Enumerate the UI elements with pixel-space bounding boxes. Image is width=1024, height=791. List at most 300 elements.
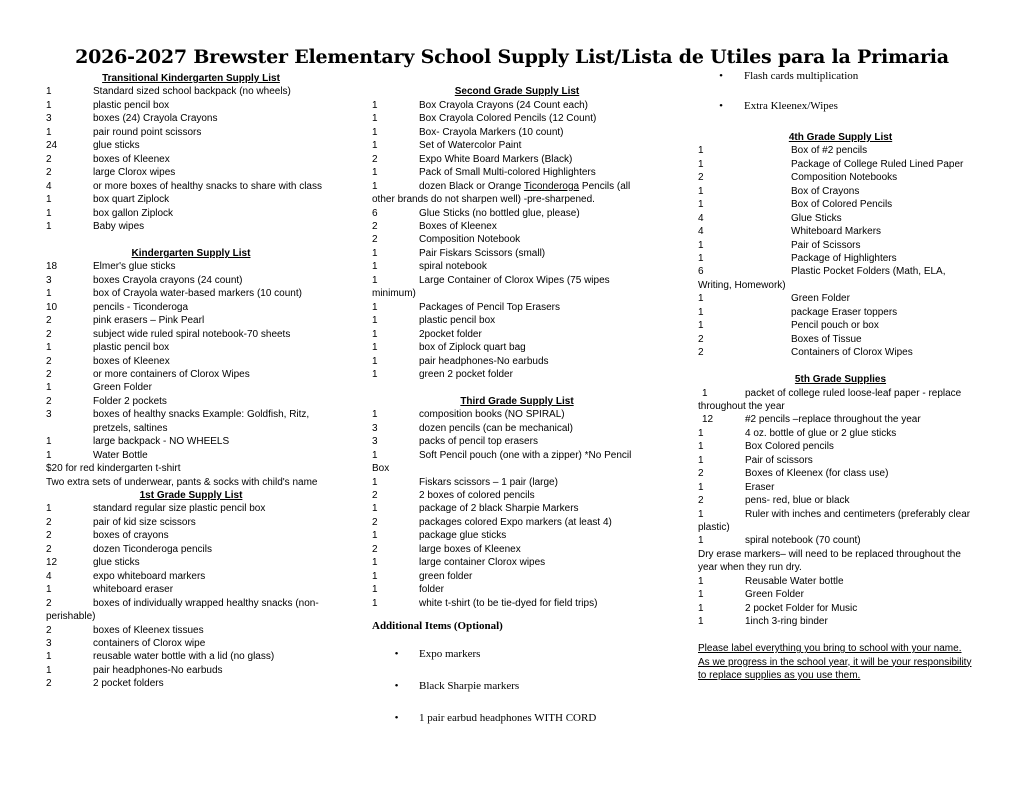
list-item-continued: perishable): [46, 611, 96, 623]
item-quantity: 1: [46, 194, 52, 206]
item-quantity: 3: [46, 274, 52, 286]
list-item: [46, 126, 336, 139]
item-quantity: 2: [46, 516, 52, 528]
item-text: Box of #2 pencils: [791, 145, 868, 157]
list-item: [46, 502, 336, 515]
item-text: large boxes of Kleenex: [419, 543, 521, 555]
list-item: [372, 247, 662, 260]
item-quantity: 1: [372, 247, 378, 259]
item-quantity: 18: [46, 261, 58, 273]
item-quantity: 2: [46, 678, 52, 690]
page-title: 2026-2027 Brewster Elementary School Supply List/Lista de Utiles para la Primaria: [75, 46, 949, 68]
item-text: packs of pencil top erasers: [419, 436, 538, 448]
item-text: Elmer's glue sticks: [93, 261, 176, 273]
list-item: [372, 153, 662, 166]
list-item: [372, 301, 662, 314]
item-text: boxes of Kleenex: [93, 153, 170, 165]
column-middle: [372, 72, 662, 726]
item-quantity: 3: [46, 638, 52, 650]
list-item: [46, 328, 336, 341]
list-item-continued: Writing, Homework): [698, 279, 786, 291]
item-text: Water Bottle: [93, 449, 148, 461]
item-text: pair headphones-No earbuds: [419, 355, 549, 367]
item-text: Box Crayola Colored Pencils (12 Count): [419, 113, 597, 125]
list-item: [698, 225, 983, 238]
item-text: folder: [419, 584, 445, 596]
item-quantity: 1: [698, 239, 704, 251]
item-text: plastic pencil box: [93, 342, 170, 354]
item-quantity: 1: [46, 342, 52, 354]
item-quantity: 1: [698, 306, 704, 318]
g2-heading: Second Grade Supply List: [454, 86, 580, 98]
list-item: [698, 346, 983, 359]
item-quantity: 1: [372, 140, 378, 152]
list-item: [698, 239, 983, 252]
list-item: [698, 171, 983, 184]
list-item: [46, 314, 336, 327]
list-item: [698, 319, 983, 332]
item-quantity: 2: [372, 220, 378, 232]
item-quantity: 1: [372, 503, 378, 515]
item-quantity: 1: [698, 602, 704, 614]
list-item: [46, 260, 336, 273]
item-quantity: 1: [372, 584, 378, 596]
item-text: pair headphones-No earbuds: [93, 664, 223, 676]
item-text: plastic pencil box: [419, 315, 496, 327]
item-text: Boxes of Tissue: [791, 333, 862, 345]
item-text: large Clorox wipes: [93, 167, 176, 179]
item-quantity: 1: [46, 126, 52, 138]
item-quantity: 1: [46, 207, 52, 219]
list-item: [46, 139, 336, 152]
list-item: [46, 220, 336, 233]
list-item: [698, 454, 983, 467]
list-item: [46, 166, 336, 179]
item-text: Package of Highlighters: [791, 252, 897, 264]
item-quantity: 3: [372, 436, 378, 448]
column-right: [698, 70, 983, 682]
item-text: Package of College Ruled Lined Paper: [791, 158, 964, 170]
item-text: Pair of scissors: [745, 454, 813, 466]
item-quantity: 2: [46, 395, 52, 407]
g2-list-3: [372, 301, 662, 382]
item-quantity: 1: [698, 441, 704, 453]
list-item: [46, 677, 336, 690]
list-item: [698, 212, 983, 225]
item-text: pair round point scissors: [93, 126, 202, 138]
item-text: plastic pencil box: [93, 99, 170, 111]
list-item: [46, 395, 336, 408]
item-quantity: 2: [46, 355, 52, 367]
item-quantity: 1: [372, 476, 378, 488]
list-item: [372, 408, 662, 421]
k-list: [46, 260, 336, 462]
item-quantity: 1: [372, 368, 378, 380]
k-heading: Kindergarten Supply List: [131, 247, 251, 259]
item-text: or more containers of Clorox Wipes: [93, 368, 250, 380]
label-note: to replace supplies as you use them.: [698, 670, 861, 681]
list-item: [46, 435, 336, 448]
item-text: boxes of Kleenex: [93, 355, 170, 367]
tk-heading: Transitional Kindergarten Supply List: [102, 73, 280, 84]
list-item: [372, 435, 662, 448]
list-item: [46, 274, 336, 287]
list-item: [372, 355, 662, 368]
list-item-continued: Box: [372, 463, 390, 475]
dry-erase-note-continued: year when they run dry.: [698, 562, 802, 574]
item-quantity: 1: [698, 185, 704, 197]
g5-list-2: [698, 575, 983, 629]
list-item: [46, 449, 336, 462]
item-text: pens- red, blue or black: [745, 495, 850, 507]
item-text: Pair Fiskars Scissors (small): [419, 247, 546, 259]
g4-list-2: [698, 292, 983, 359]
list-item: 1 packet of college ruled loose-leaf paper - replace: [702, 387, 962, 399]
item-text: standard regular size plastic pencil box: [93, 503, 266, 515]
top-bullet: • Extra Kleenex/Wipes: [719, 100, 838, 113]
list-item: [46, 355, 336, 368]
list-item: [698, 158, 983, 171]
item-quantity: 1: [372, 126, 378, 138]
item-quantity: 1: [698, 145, 704, 157]
item-quantity: 1: [698, 158, 704, 170]
list-item: [46, 624, 336, 637]
g4-heading: 4th Grade Supply List: [788, 131, 893, 143]
list-item: [698, 494, 983, 507]
list-item: [372, 543, 662, 556]
item-quantity: 2: [46, 328, 52, 340]
list-item: [372, 314, 662, 327]
item-quantity: 1: [372, 597, 378, 609]
item-quantity: 1: [698, 616, 704, 628]
list-item: [372, 207, 662, 220]
item-text: Green Folder: [745, 589, 804, 601]
list-item: 12 #2 pencils –replace throughout the year: [702, 414, 921, 426]
item-text: glue sticks: [93, 140, 140, 152]
item-text: boxes (24) Crayola Crayons: [93, 113, 218, 125]
item-text: large backpack - NO WHEELS: [93, 436, 230, 448]
item-quantity: 1: [46, 220, 52, 232]
item-quantity: 1: [372, 328, 378, 340]
item-quantity: 24: [46, 140, 58, 152]
list-item: [372, 502, 662, 515]
item-text: composition books (NO SPIRAL): [419, 409, 565, 421]
item-quantity: 1: [46, 99, 52, 111]
item-quantity: 3: [46, 113, 52, 125]
item-quantity: 1: [698, 293, 704, 305]
item-text: dozen pencils (can be mechanical): [419, 422, 573, 434]
g2-list-2: [372, 207, 662, 274]
list-item: [372, 583, 662, 596]
item-text: glue sticks: [93, 557, 140, 569]
item-quantity: 1: [372, 301, 378, 313]
item-quantity: 4: [698, 212, 704, 224]
item-quantity: 1: [46, 288, 52, 300]
list-item: [372, 233, 662, 246]
list-item: [372, 220, 662, 233]
item-text: Glue Sticks: [791, 212, 842, 224]
list-item: [46, 180, 336, 193]
item-quantity: 1: [46, 503, 52, 515]
item-quantity: 1: [372, 342, 378, 354]
list-item: [698, 575, 983, 588]
list-item: [372, 597, 662, 610]
item-text: packages colored Expo markers (at least 4): [419, 516, 612, 528]
label-note: Please label everything you bring to school with your name.: [698, 643, 962, 655]
item-quantity: 1: [46, 436, 52, 448]
item-text: Set of Watercolor Paint: [419, 140, 522, 152]
list-item: [372, 139, 662, 152]
item-quantity: 4: [46, 570, 52, 582]
item-quantity: 1: [372, 557, 378, 569]
item-text: package of 2 black Sharpie Markers: [419, 503, 579, 515]
item-quantity: 1: [46, 449, 52, 461]
g2-list: [372, 99, 662, 180]
item-text: Composition Notebooks: [791, 172, 898, 184]
list-item: [698, 588, 983, 601]
item-quantity: 1: [698, 454, 704, 466]
item-quantity: 3: [372, 422, 378, 434]
list-item: [372, 126, 662, 139]
item-quantity: 2: [372, 490, 378, 502]
item-text: Glue Sticks (no bottled glue, please): [419, 207, 580, 219]
item-text: Composition Notebook: [419, 234, 521, 246]
item-text: Box- Crayola Markers (10 count): [419, 126, 564, 138]
list-item: [698, 306, 983, 319]
item-quantity: 2: [698, 495, 704, 507]
list-item: [372, 529, 662, 542]
item-text: Standard sized school backpack (no wheels): [93, 86, 291, 98]
item-quantity: 1: [46, 584, 52, 596]
tk-list: [46, 85, 336, 233]
item-text: pair of kid size scissors: [93, 516, 196, 528]
item-text: Containers of Clorox Wipes: [791, 347, 913, 359]
item-quantity: 2: [698, 333, 704, 345]
list-item: [372, 368, 662, 381]
item-text: 2 boxes of colored pencils: [419, 490, 535, 502]
list-item: [46, 301, 336, 314]
list-item: [46, 112, 336, 125]
list-item: [372, 489, 662, 502]
list-item: [46, 287, 336, 300]
g3-list: [372, 408, 662, 448]
item-quantity: 2: [46, 315, 52, 327]
item-quantity: 2: [698, 347, 704, 359]
item-quantity: 1: [372, 113, 378, 125]
list-item: [372, 260, 662, 273]
list-item: 1 spiral notebook (70 count): [698, 535, 861, 547]
list-item: [46, 193, 336, 206]
g1-list: [46, 502, 336, 596]
item-text: boxes of crayons: [93, 530, 169, 542]
column-left: [46, 72, 336, 691]
list-item-continued: minimum): [372, 288, 416, 300]
item-text: 4 oz. bottle of glue or 2 glue sticks: [745, 427, 897, 439]
item-quantity: 2: [372, 516, 378, 528]
item-text: or more boxes of healthy snacks to share with class: [93, 180, 322, 192]
item-quantity: 1: [46, 382, 52, 394]
list-item: [46, 637, 336, 650]
item-text: 1inch 3-ring binder: [745, 616, 828, 628]
item-quantity: 1: [372, 167, 378, 179]
item-text: Folder 2 pockets: [93, 395, 167, 407]
item-text: reusable water bottle with a lid (no glass): [93, 651, 275, 663]
item-text: Box of Crayons: [791, 185, 860, 197]
item-quantity: 2: [46, 167, 52, 179]
item-quantity: 1: [698, 575, 704, 587]
optional-item: • Black Sharpie markers: [394, 680, 520, 692]
item-quantity: 1: [372, 99, 378, 111]
item-quantity: 1: [698, 252, 704, 264]
list-item: [698, 467, 983, 480]
item-quantity: 2: [698, 468, 704, 480]
list-item: [46, 85, 336, 98]
list-item: [698, 198, 983, 211]
list-item: 2 boxes of individually wrapped healthy snacks (non-: [46, 597, 319, 609]
item-quantity: 2: [46, 530, 52, 542]
item-quantity: 4: [698, 226, 704, 238]
item-text: Packages of Pencil Top Erasers: [419, 301, 561, 313]
list-item: [46, 583, 336, 596]
optional-item: • Expo markers: [394, 647, 481, 660]
list-item: [372, 341, 662, 354]
item-quantity: 4: [46, 180, 52, 192]
list-item: [46, 556, 336, 569]
list-item: [372, 422, 662, 435]
list-item: [372, 99, 662, 112]
item-quantity: 2: [372, 153, 378, 165]
list-item: 1 Soft Pencil pouch (one with a zipper) *No Pencil: [372, 449, 632, 461]
item-quantity: 1: [698, 320, 704, 332]
list-item: [46, 153, 336, 166]
list-item: [46, 341, 336, 354]
list-item: [46, 529, 336, 542]
list-item: [698, 333, 983, 346]
list-item: [698, 292, 983, 305]
g3-list-2: [372, 476, 662, 611]
item-quantity: 2: [46, 543, 52, 555]
item-quantity: 1: [698, 589, 704, 601]
optional-heading: Additional Items (Optional): [372, 620, 503, 633]
item-quantity: 2: [46, 624, 52, 636]
list-item: [46, 99, 336, 112]
list-item: 1 Large Container of Clorox Wipes (75 wipes: [372, 274, 610, 286]
k-extra-clothes: Two extra sets of underwear, pants & socks with child's name: [46, 476, 318, 488]
item-text: subject wide ruled spiral notebook-70 sheets: [93, 328, 291, 340]
list-item-continued: throughout the year: [698, 400, 785, 412]
item-text: Box Colored pencils: [745, 441, 834, 453]
list-item: [372, 516, 662, 529]
item-text: pencils - Ticonderoga: [93, 301, 189, 313]
item-quantity: 1: [698, 481, 704, 493]
list-item: 6 Plastic Pocket Folders (Math, ELA,: [698, 266, 946, 278]
list-item: 1 Ruler with inches and centimeters (preferably clear: [698, 508, 971, 520]
list-item: [46, 543, 336, 556]
list-item: [46, 650, 336, 663]
list-item: [698, 144, 983, 157]
list-item: [698, 185, 983, 198]
list-item: [698, 440, 983, 453]
item-text: Green Folder: [93, 382, 152, 394]
item-quantity: 1: [46, 664, 52, 676]
item-text: white t-shirt (to be tie-dyed for field trips): [419, 597, 598, 609]
item-quantity: 1: [372, 530, 378, 542]
g1-heading: 1st Grade Supply List: [139, 490, 243, 502]
item-text: box gallon Ziplock: [93, 207, 174, 219]
item-quantity: 12: [46, 557, 58, 569]
item-text: boxes of Kleenex tissues: [93, 624, 204, 636]
item-text: Reusable Water bottle: [745, 575, 844, 587]
item-quantity: 1: [372, 409, 378, 421]
item-quantity: 1: [372, 355, 378, 367]
item-text: Box of Colored Pencils: [791, 199, 893, 211]
item-quantity: 2: [372, 234, 378, 246]
item-text: Expo White Board Markers (Black): [419, 153, 573, 165]
list-item-continued: plastic): [698, 522, 730, 534]
item-quantity: 1: [698, 199, 704, 211]
item-text: Boxes of Kleenex: [419, 220, 497, 232]
item-quantity: 2: [698, 172, 704, 184]
k-extra-tshirt: $20 for red kindergarten t-shirt: [46, 463, 181, 475]
item-quantity: 10: [46, 301, 58, 313]
label-note: As we progress in the school year, it will be your responsibility: [698, 656, 972, 668]
item-quantity: 1: [46, 651, 52, 663]
brand-name: Ticonderoga: [523, 180, 580, 192]
item-text: whiteboard eraser: [93, 584, 174, 596]
dry-erase-note: Dry erase markers– will need to be replaced throughout the: [698, 548, 961, 560]
item-text: 2pocket folder: [419, 328, 482, 340]
item-quantity: 2: [46, 368, 52, 380]
item-text: 2 pocket folders: [93, 678, 164, 690]
list-item: [698, 481, 983, 494]
list-item: [46, 207, 336, 220]
item-text: Whiteboard Markers: [791, 226, 882, 238]
list-item: 1 dozen Black or Orange Ticonderoga Pencils (all: [372, 180, 631, 192]
top-bullet: • Flash cards multiplication: [719, 70, 859, 82]
item-text: boxes of healthy snacks Example: Goldfish, Ritz, pretzels, saltines: [93, 409, 310, 434]
item-quantity: 1: [372, 570, 378, 582]
list-item: [372, 476, 662, 489]
list-item: [46, 408, 336, 435]
item-quantity: 2: [372, 543, 378, 555]
g4-list: [698, 144, 983, 265]
list-item: [698, 427, 983, 440]
item-text: Pair of Scissors: [791, 239, 861, 251]
item-quantity: 3: [46, 409, 52, 421]
item-text: package glue sticks: [419, 530, 507, 542]
list-item: [698, 252, 983, 265]
item-text: green 2 pocket folder: [419, 368, 513, 380]
g3-heading: Third Grade Supply List: [460, 395, 574, 407]
item-text: Green Folder: [791, 293, 850, 305]
list-item: [372, 112, 662, 125]
item-quantity: 1: [372, 315, 378, 327]
item-text: containers of Clorox wipe: [93, 638, 206, 650]
item-text: Boxes of Kleenex (for class use): [745, 468, 889, 480]
item-text: Pack of Small Multi-colored Highlighters: [419, 167, 596, 179]
item-text: Fiskars scissors – 1 pair (large): [419, 476, 558, 488]
g1-list-2: [46, 624, 336, 691]
item-quantity: 1: [372, 261, 378, 273]
item-text: Box Crayola Crayons (24 Count each): [419, 99, 588, 111]
item-text: dozen Ticonderoga pencils: [93, 543, 212, 555]
list-item: [46, 368, 336, 381]
item-text: spiral notebook: [419, 261, 487, 273]
g5-list: [698, 427, 983, 508]
item-quantity: 1: [46, 86, 52, 98]
item-text: Baby wipes: [93, 220, 145, 232]
item-text: green folder: [419, 570, 473, 582]
